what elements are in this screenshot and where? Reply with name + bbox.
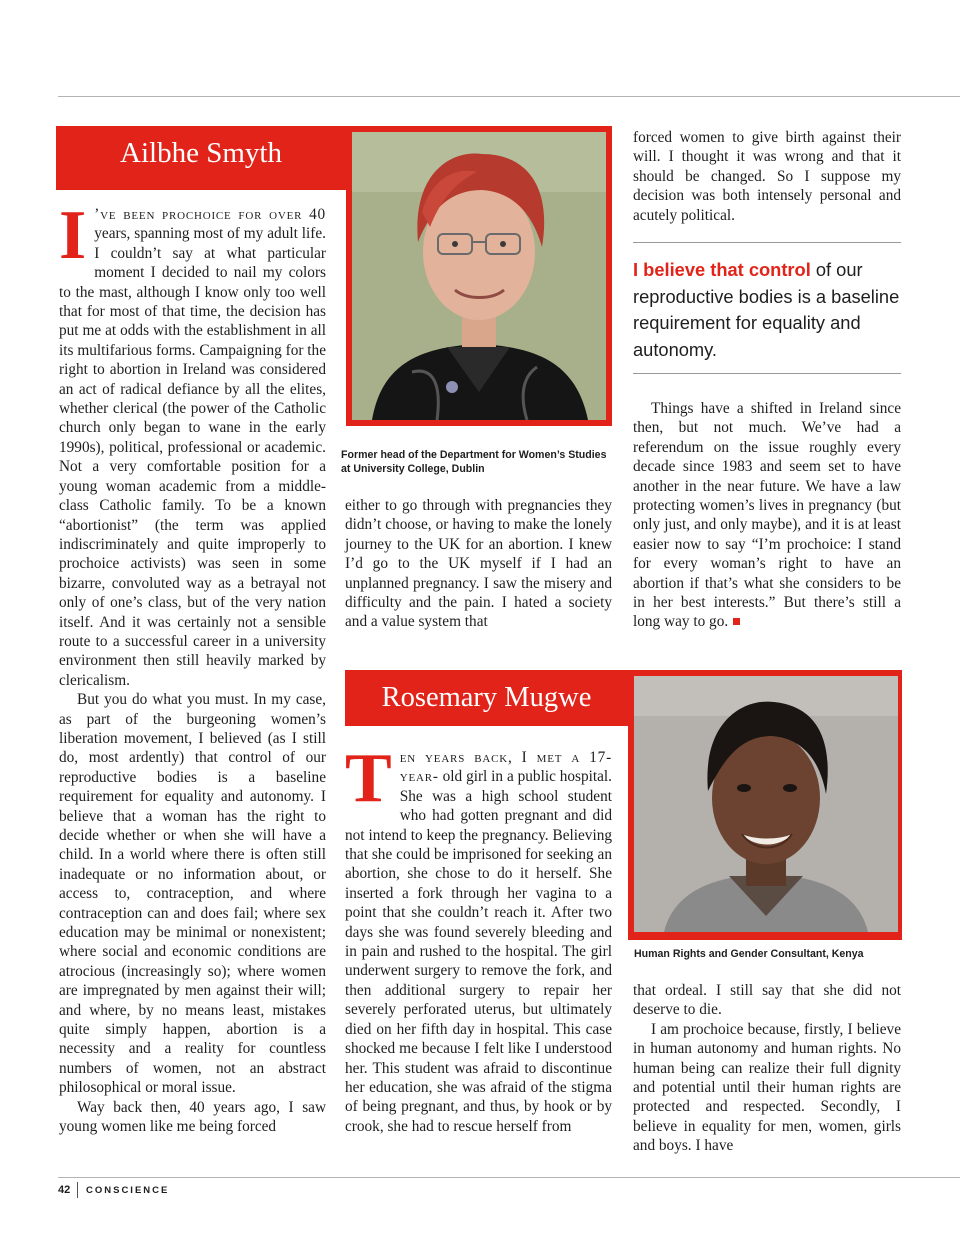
portrait-image <box>634 676 898 932</box>
article1-paragraph-2: But you do what you must. In my case, as part of the burgeoning women’s liberation movement, I believed (as I still do, most ardently) that control of our reproductive bodies is a baseline requirement for equality and autonomy. I believe that a woman has the right to decide whether or when she will have a child. In a world where there is often still inadequate or no information about, or access to, contraception, and where contraception can and does fail; where sex education may be minimal or nonexistent; where social and economic conditions are atrocious (increasingly so); where women are impregnated by men against their will; and where, by no means least, mistakes quite simply happen, abortion is a necessity and a reality for countless numbers of women, not an abstract philosophical or moral issue. <box>59 691 326 1097</box>
lead-in: ’ve been prochoice for over 40 <box>94 206 326 223</box>
page-number: 42 <box>58 1184 71 1196</box>
publication-name: CONSCIENCE <box>86 1185 170 1196</box>
pullquote-rule-bottom <box>633 373 901 374</box>
article1-column3-bottom <box>633 399 901 632</box>
article2-paragraph-3: I am prochoice because, firstly, I believe in human autonomy and human rights. No human being can realize their full dignity and potential until their human rights are protected and respected. Secondly, I believe in equality for men, women, girls and boys. I have <box>633 1020 901 1155</box>
portrait-illustration <box>634 676 898 932</box>
caption-rosemary-mugwe: Human Rights and Gender Consultant, Kenya <box>634 948 864 960</box>
pull-quote <box>633 257 908 363</box>
pull-quote-highlight: I believe that control <box>633 259 811 280</box>
portrait-illustration <box>352 132 606 420</box>
bottom-rule <box>58 1177 960 1178</box>
pull-quote-text: of our reproductive bodies is a baseline requirement for equality and autonomy. <box>633 259 900 360</box>
pullquote-rule-top <box>633 242 901 243</box>
footer-divider <box>77 1182 78 1198</box>
article-title-ailbhe-smyth: Ailbhe Smyth <box>56 126 346 181</box>
portrait-ailbhe-smyth <box>346 126 612 426</box>
portrait-image <box>352 132 606 420</box>
dropcap-i: I <box>59 197 87 274</box>
end-mark <box>733 618 740 625</box>
dropcap-t: T <box>345 740 392 817</box>
article1-col2-paragraph: either to go through with pregnancies they didn’t choose, or having to make the lonely journey to the UK for an abortion. I knew I’d go to the UK myself if I had an unplanned pregnancy. I saw the misery and difficulty and the pain. I hated a society and a value system that <box>345 497 612 631</box>
article1-paragraph-3: Way back then, 40 years ago, I saw young women like me being forced <box>59 1098 326 1136</box>
article2-col2-text: old girl in a public hospital. She was a high school student who had gotten pregnant and did not intend to keep the pregnancy. Believing that she could be imprisoned for seeking an abortion, she chose to do it herself. She inserted a fork through her vagina to a point that she couldn’t reach it. After two days she was found severely bleeding and in pain and rushed to the hospital. The girl underwent surgery to remove the fork, and then additional surgery to repair her severely perforated uterus, but ultimately died on her fifth day in hospital. This case shocked me because I felt like I understood her. This student was afraid to discontinue her education, she was afraid of the stigma of being pregnant, and thus, by hook or by crook, she had to rescue herself from <box>345 768 612 1135</box>
article1-column2 <box>345 496 612 632</box>
article-title-rosemary-mugwe: Rosemary Mugwe <box>345 670 628 726</box>
article1-col3-paragraph-1: forced women to give birth against their will. I thought it was wrong and that it should be changed. So I suppose my decision was both intensely personal and acutely political. <box>633 129 901 224</box>
article2-column3 <box>633 981 901 1156</box>
portrait-rosemary-mugwe <box>628 670 902 940</box>
article1-col1-text: years, spanning most of my adult life. I couldn’t say at what particular moment I decided to nail my colors to the mast, although I know only too well that for most of that time, the decision has put me at odds with the establishment in all its multifarious forms. Campaigning for the right to abortion in Ireland was considered an act of radical defiance by all the elites, whether clerical (the power of the Catholic church only began to wane in the early 1990s), political, professional or academic. Not a very comfortable position for a young woman academic from a middle-class Catholic family. To be a known “abortionist” (the term was applied indiscriminately and quite improperly to prochoice activists) was seen in some bizarre, convoluted way as a betrayal not only of one’s class, but of the very nation itself. And it was certainly not a sensible route to a successful career in a university environment then still heavily marked by clericalism. <box>59 225 326 689</box>
article2-column2 <box>345 740 612 1136</box>
article1-col3-text: Things have a shifted in Ireland since then, but not much. We’ve had a referendum on the issue roughly every decade since 1983 and seem set to have another in the near future. We have a law protecting women’s lives in pregnancy (but only just, and only maybe), and it is at least easier now to say “I’m prochoice: I stand for every woman’s right to have an abortion if that’s what she considers to be in her best interests.” But there’s still a long way to go. <box>633 400 901 631</box>
article1-col3-paragraph-2 <box>633 399 901 632</box>
top-rule <box>58 96 960 97</box>
article1-paragraph-1 <box>59 197 326 690</box>
caption-ailbhe-smyth: Former head of the Department for Women’s Studies at University College, Dublin <box>341 449 607 475</box>
lead-in: en years back, I met a 17-year- <box>399 749 612 786</box>
article2-paragraph-1 <box>345 740 612 1136</box>
article1-column3-top <box>633 128 901 225</box>
article2-paragraph-2: that ordeal. I still say that she did not deserve to die. <box>633 982 901 1019</box>
article1-column1 <box>59 197 326 1137</box>
title-stripe <box>56 181 346 190</box>
